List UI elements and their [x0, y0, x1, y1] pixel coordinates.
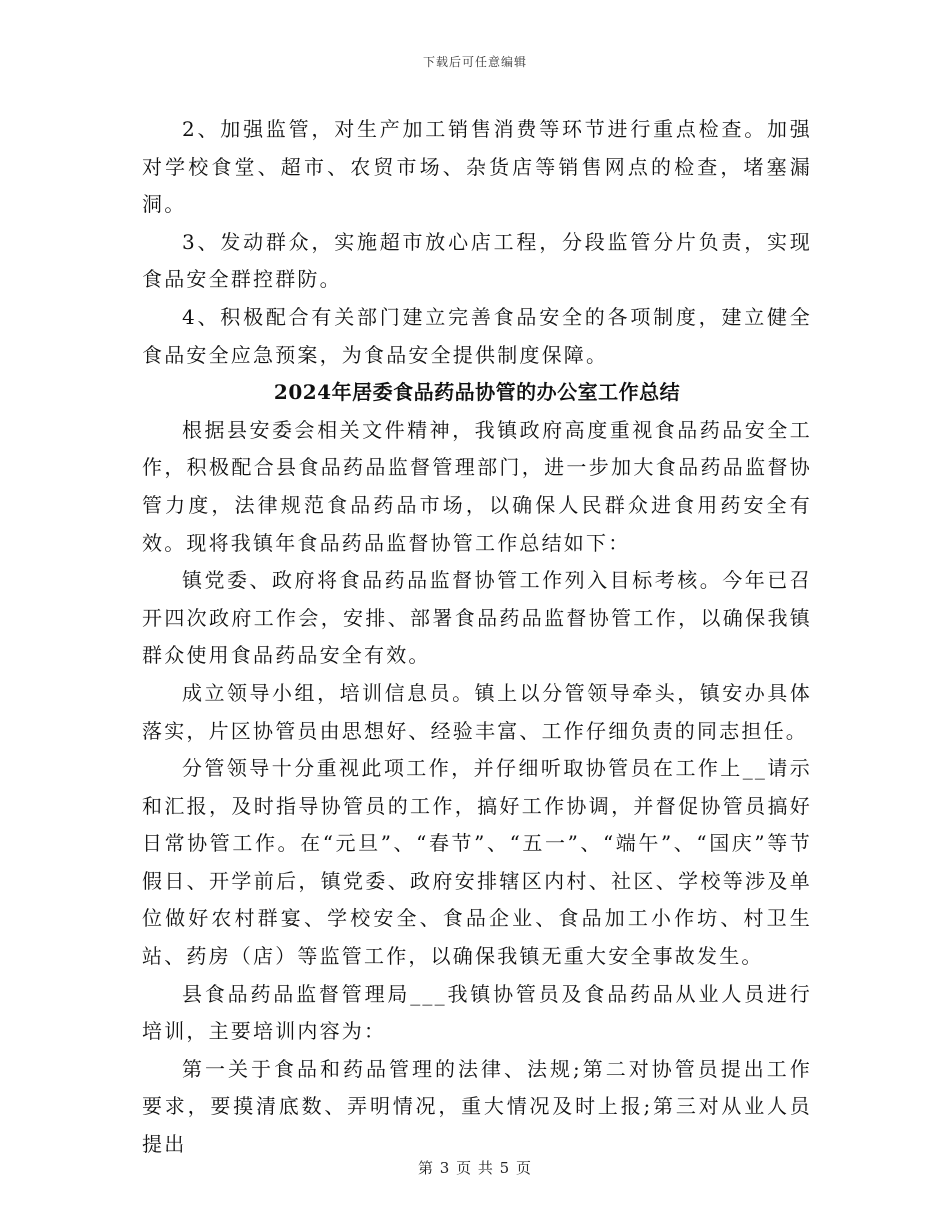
paragraph: 根据县安委会相关文件精神，我镇政府高度重视食品药品安全工作，积极配合县食品药品监督管理部门，进一步加大食品药品监督协管力度，法律规范食品药品市场，以确保人民群众进食用药安全有效。现将我镇年食品药品监督协管工作总结如下：	[142, 417, 812, 555]
paragraph: 第一关于食品和药品管理的法律、法规;第二对协管员提出工作要求，要摸清底数、弄明情况，重大情况及时上报;第三对从业人员提出	[142, 1056, 812, 1157]
document-body	[142, 111, 812, 1164]
paragraph: 4、积极配合有关部门建立完善食品安全的各项制度，建立健全食品安全应急预案，为食品安全提供制度保障。	[142, 304, 812, 367]
paragraph: 2、加强监管，对生产加工销售消费等环节进行重点检查。加强对学校食堂、超市、农贸市场、杂货店等销售网点的检查，堵塞漏洞。	[142, 117, 812, 217]
paragraph: 3、发动群众，实施超市放心店工程，分段监管分片负责，实现食品安全群控群防。	[142, 229, 812, 292]
section-title: 2024年居委食品药品协管的办公室工作总结	[273, 380, 681, 405]
paragraph: 成立领导小组，培训信息员。镇上以分管领导牵头，镇安办具体落实，片区协管员由思想好、经验丰富、工作仔细负责的同志担任。	[142, 680, 812, 743]
page-number: 第 3 页 共 5 页	[418, 1159, 532, 1177]
paragraph: 镇党委、政府将食品药品监督协管工作列入目标考核。今年已召开四次政府工作会，安排、部署食品药品监督协管工作，以确保我镇群众使用食品药品安全有效。	[142, 568, 812, 668]
paragraph: 县食品药品监督管理局___我镇协管员及食品药品从业人员进行培训，主要培训内容为：	[142, 981, 812, 1044]
header-note: 下载后可任意编辑	[422, 55, 527, 69]
paragraph: 分管领导十分重视此项工作，并仔细听取协管员在工作上__请示和汇报，及时指导协管员的工作，搞好工作协调，并督促协管员搞好日常协管工作。在“元旦”、“春节”、“五一”、“端午”、“国庆”等节假日、开学前后，镇党委、政府安排辖区内村、社区、学校等涉及单位做好农村群宴、学校安全、食品企业、食品加工小作坊、村卫生站、药房（店）等监管工作，以确保我镇无重大安全事故发生。	[142, 756, 812, 969]
